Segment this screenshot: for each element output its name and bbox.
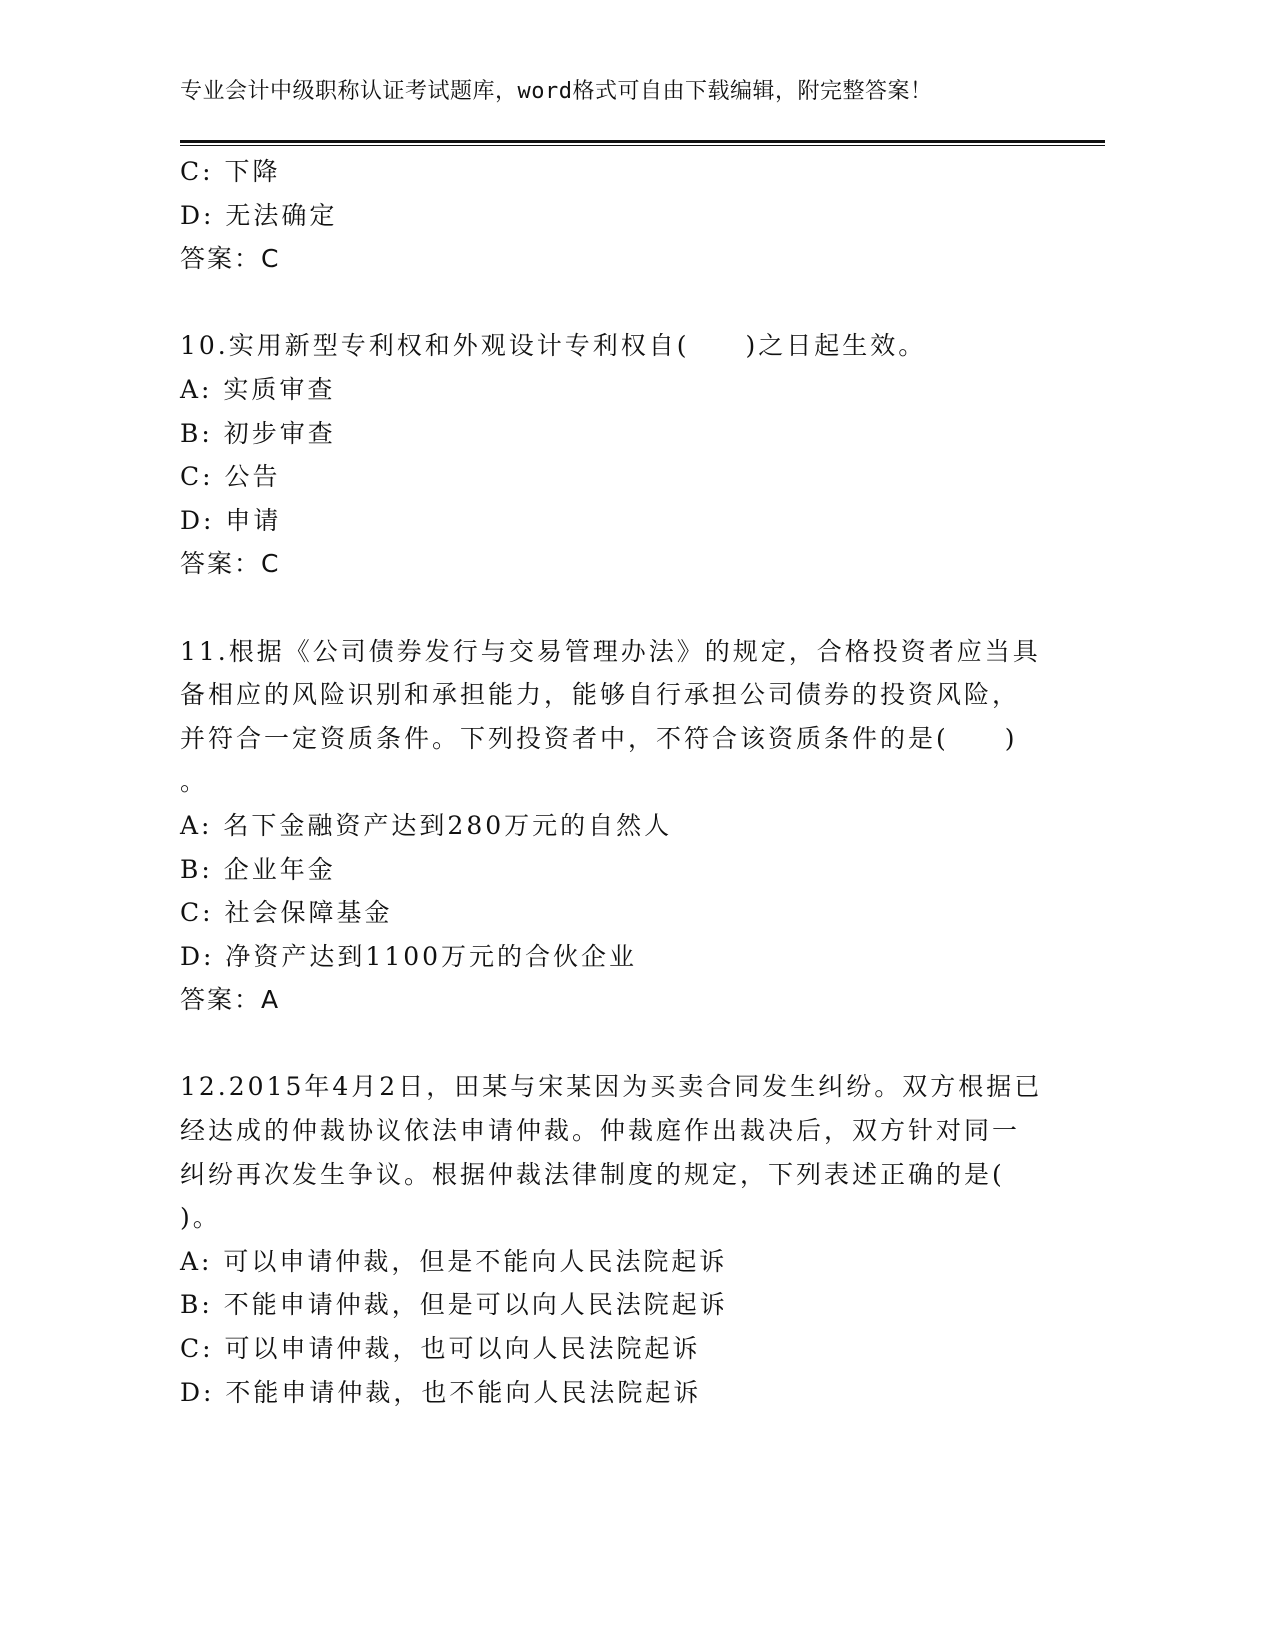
spacer <box>180 1022 1040 1066</box>
spacer <box>180 281 1040 325</box>
question-content <box>180 150 1043 1414</box>
question-stem-line-1: 12.2015年4月2日，田某与宋某因为买卖合同发生纠纷。双方根据已 <box>180 1072 1043 1102</box>
option-a: A: 名下金融资产达到280万元的自然人 <box>180 810 673 840</box>
option-c: C: 可以申请仲裁，也可以向人民法院起诉 <box>180 1334 701 1364</box>
page-header: 专业会计中级职称认证考试题库，word格式可自由下载编辑，附完整答案！ <box>180 79 933 104</box>
prev-question-block <box>180 150 1040 281</box>
option-d: D: 无法确定 <box>180 200 338 230</box>
spacer <box>180 586 1040 630</box>
question-stem-line-4: )。 <box>180 1203 221 1233</box>
option-b: B: 企业年金 <box>180 854 336 884</box>
header-rule-thick <box>180 140 1105 143</box>
header-rule-thin <box>180 145 1105 146</box>
option-a: A: 可以申请仲裁，但是不能向人民法院起诉 <box>180 1246 728 1276</box>
option-c: C: 下降 <box>180 157 281 186</box>
option-c: C: 公告 <box>180 462 281 492</box>
option-d: D: 净资产达到1100万元的合伙企业 <box>180 941 638 971</box>
answer-line: 答案：C <box>180 549 281 579</box>
option-a: A: 实质审查 <box>180 374 336 404</box>
question-stem: 10.实用新型专利权和外观设计专利权自( )之日起生效。 <box>180 331 927 361</box>
option-c: C: 社会保障基金 <box>180 898 393 928</box>
question-stem-line-4: 。 <box>180 767 209 797</box>
answer-line: 答案：C <box>180 244 281 274</box>
question-stem-line-3: 纠纷再次发生争议。根据仲裁法律制度的规定，下列表述正确的是( <box>180 1159 1005 1189</box>
option-d: D: 申请 <box>180 505 282 535</box>
question-stem-line-1: 11.根据《公司债券发行与交易管理办法》的规定，合格投资者应当具 <box>180 636 1041 666</box>
option-b: B: 不能申请仲裁，但是可以向人民法院起诉 <box>180 1290 728 1320</box>
question-11 <box>180 630 1040 1022</box>
question-stem-line-2: 备相应的风险识别和承担能力，能够自行承担公司债券的投资风险， <box>180 680 1021 710</box>
question-stem-line-3: 并符合一定资质条件。下列投资者中，不符合该资质条件的是( ) <box>180 723 1018 753</box>
option-d: D: 不能申请仲裁，也不能向人民法院起诉 <box>180 1377 702 1407</box>
answer-line: 答案：A <box>180 985 281 1015</box>
question-stem-line-2: 经达成的仲裁协议依法申请仲裁。仲裁庭作出裁决后，双方针对同一 <box>180 1116 1021 1146</box>
question-12 <box>180 1065 1043 1414</box>
option-b: B: 初步审查 <box>180 418 336 448</box>
question-10 <box>180 324 1040 586</box>
